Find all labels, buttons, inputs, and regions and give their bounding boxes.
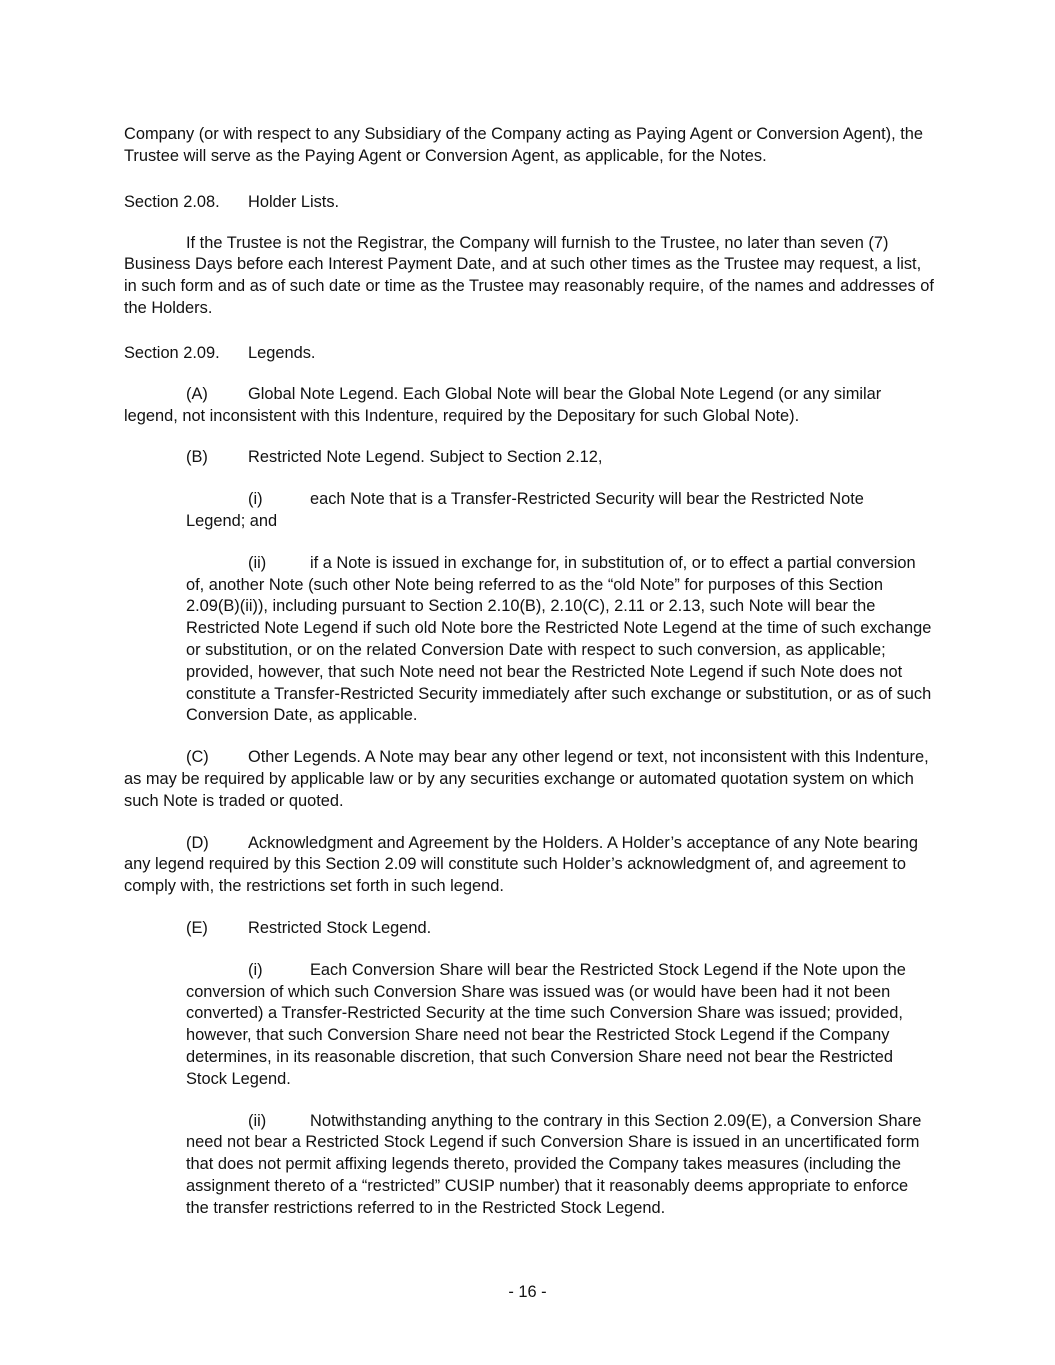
clause-label: (i): [248, 960, 263, 979]
paragraph-c: [124, 747, 934, 812]
paragraph-text: Other Legends. A Note may bear any other legend or text, not inconsistent with this Indenture, as may be required by applicable law or by any securities exchange or automated quotation system on which such Note is traded or quoted.: [124, 748, 929, 810]
paragraph-e: [186, 918, 934, 940]
clause-label: (i): [248, 490, 263, 509]
paragraph-text: Restricted Stock Legend.: [248, 918, 432, 937]
paragraph-label: (E): [186, 918, 208, 937]
section-number: Section 2.09.: [124, 343, 220, 362]
paragraph-label: (D): [186, 833, 209, 852]
paragraph-d: [124, 833, 934, 898]
holder-lists-paragraph: [124, 233, 934, 320]
section-2-08-heading: [124, 191, 934, 213]
clause-label: (ii): [248, 553, 267, 572]
section-title: Legends.: [248, 343, 316, 362]
clause-label: (ii): [248, 1111, 267, 1130]
paragraph-text: Global Note Legend. Each Global Note will bear the Global Note Legend (or any similar legend, not inconsistent with this Indenture, required by the Depositary for such Global Note).: [124, 384, 882, 425]
paragraph-label: (B): [186, 448, 208, 467]
paragraph-text: Restricted Note Legend. Subject to Section 2.12,: [248, 448, 603, 467]
section-number: Section 2.08.: [124, 192, 220, 211]
clause-text: Each Conversion Share will bear the Restricted Stock Legend if the Note upon the conversion of which such Conversion Share was issued was (or would have been had it not been converted) a Transfer-Restricted Security at the time such Conversion Share was issued; provided, however, that such Conversion Share need not bear the Restricted Stock Legend if the Company determines, in its reasonable discretion, that such Conversion Share need not bear the Restricted Stock Legend.: [186, 960, 906, 1088]
section-title: Holder Lists.: [248, 192, 340, 211]
document-page: [124, 124, 934, 1219]
clause-e-i: [186, 960, 934, 1091]
paragraph-text: Acknowledgment and Agreement by the Holders. A Holder’s acceptance of any Note bearing any legend required by this Section 2.09 will constitute such Holder’s acknowledgment of, and agreement to comply with, the restrictions set forth in such legend.: [124, 833, 918, 896]
clause-text: each Note that is a Transfer-Restricted Security will bear the Restricted Note Legend; and: [186, 490, 864, 530]
section-2-09-heading: [124, 342, 934, 364]
clause-b-i: [186, 489, 906, 533]
clause-text: if a Note is issued in exchange for, in substitution of, or to effect a partial conversion of, another Note (such other Note being referred to as the “old Note” for purposes of this Section 2.09(B)(ii)), including pursuant to Section 2.10(B), 2.10(C), 2.11 or 2.13, such Note will bear the Restricted Note Legend if such old Note bore the Restricted Note Legend at the time of such exchange or substitution, or on the related Conversion Date with respect to such conversion, as applicable; provided, however, that such Note need not bear the Restricted Note Legend if such Note does not constitute a Transfer-Restricted Security immediately after such exchange or substitution, or as of such Conversion Date, as applicable.: [186, 553, 932, 725]
clause-e-ii: [186, 1111, 934, 1220]
holder-lists-text: If the Trustee is not the Registrar, the Company will furnish to the Trustee, no later than seven (7) Business Days before each Interest Payment Date, and at such other times as the Trustee may request, a list, in such form and as of such date or time as the Trustee may reasonably require, of the names and addresses of the Holders.: [124, 233, 934, 317]
carryover-text: Company (or with respect to any Subsidiary of the Company acting as Paying Agent or Conversion Agent), the Trustee will serve as the Paying Agent or Conversion Agent, as applicable, for the Notes.: [124, 125, 924, 165]
clause-text: Notwithstanding anything to the contrary in this Section 2.09(E), a Conversion Share need not bear a Restricted Stock Legend if such Conversion Share is issued in an uncertificated form that does not permit affixing legends thereto, provided the Company takes measures (including the assignment thereto of a “restricted” CUSIP number) that it reasonably deems appropriate to enforce the transfer restrictions referred to in the Restricted Stock Legend.: [186, 1111, 922, 1217]
paragraph-label: (A): [186, 384, 208, 403]
carryover-paragraph: [124, 124, 924, 168]
page-number: - 16 -: [508, 1283, 547, 1301]
paragraph-label: (C): [186, 748, 209, 767]
clause-b-ii: [186, 553, 934, 727]
paragraph-a: [124, 384, 934, 428]
paragraph-b: [186, 447, 934, 469]
